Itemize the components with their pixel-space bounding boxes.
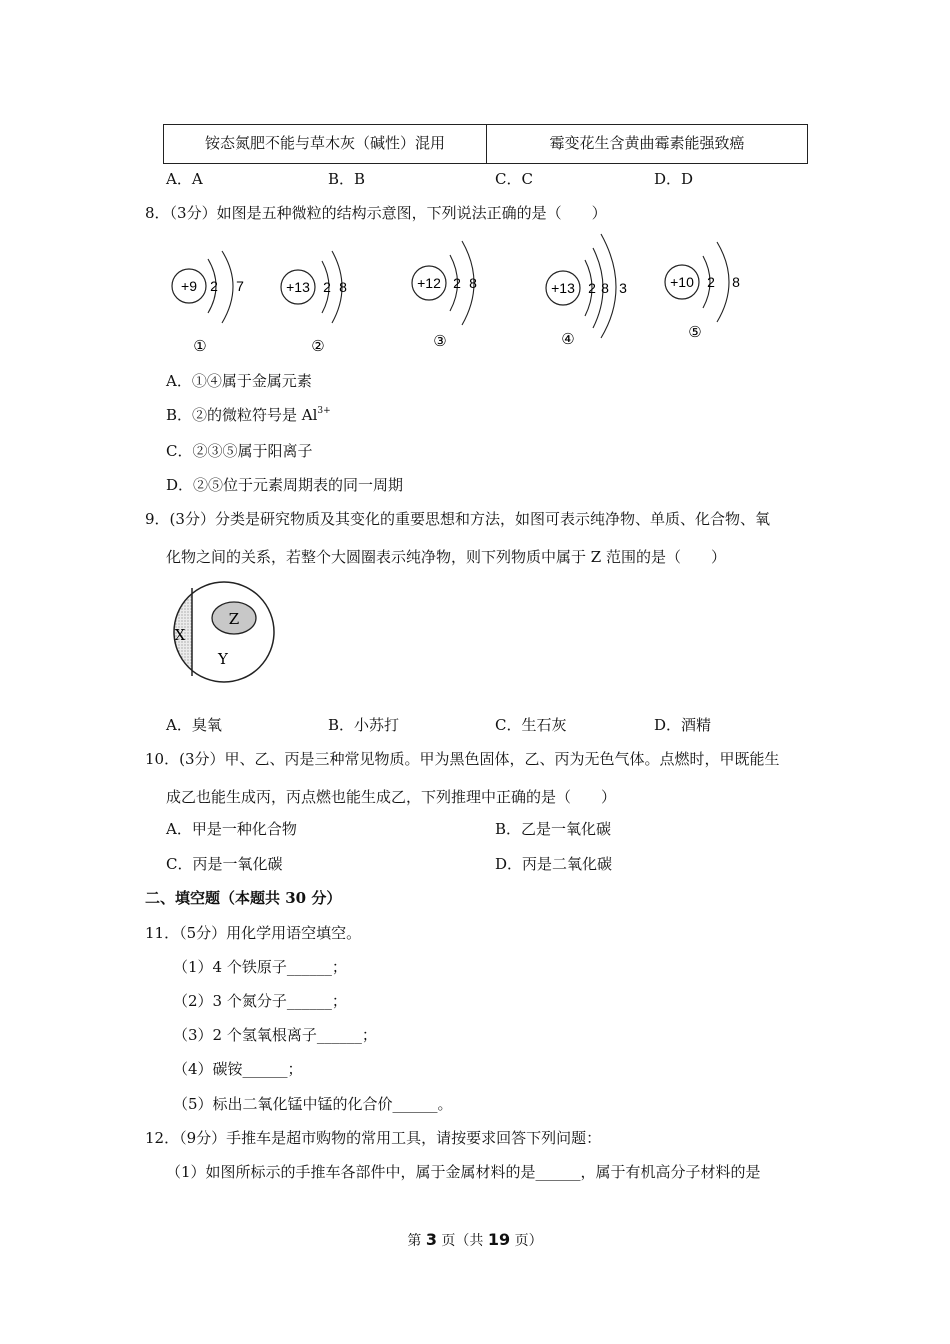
region-x-label: X <box>174 626 186 644</box>
q7-option-c: C．C <box>495 170 533 188</box>
page-number: 3 <box>425 1230 437 1249</box>
q11-item: （1）4 个铁原子______； <box>173 958 347 976</box>
shell-electrons: 2 <box>210 278 218 294</box>
svg-text:②: ② <box>311 337 325 355</box>
comparison-table-row <box>163 124 808 164</box>
q10-option-b: B．乙是一氧化碳 <box>495 820 612 838</box>
svg-text:+10: +10 <box>670 274 694 290</box>
q10-option-a: A．甲是一种化合物 <box>166 820 297 838</box>
table-cell-right: 霉变花生含黄曲霉素能强致癌 <box>549 134 745 152</box>
q7-option-b: B．B <box>328 170 366 188</box>
q11-stem: 11．（5分）用化学用语空填空。 <box>145 924 362 942</box>
svg-text:+12: +12 <box>417 275 441 291</box>
q9-stem-line2: 化物之间的关系，若整个大圆圈表示纯净物，则下列物质中属于 Z 范围的是（ ） <box>166 548 726 566</box>
q10-option-d: D．丙是二氧化碳 <box>495 855 613 873</box>
q11-item: （5）标出二氧化锰中锰的化合价______。 <box>173 1095 453 1113</box>
svg-text:④: ④ <box>561 330 575 348</box>
svg-text:8: 8 <box>601 280 609 296</box>
shell-electrons: 7 <box>236 278 244 294</box>
svg-text:8: 8 <box>339 279 347 295</box>
q12-stem: 12．（9分）手推车是超市购物的常用工具，请按要求回答下列问题： <box>145 1129 602 1147</box>
page-total: 19 <box>487 1230 511 1249</box>
q8-option-b: B．②的微粒符号是 $Al^{3+}$ <box>166 406 331 424</box>
svg-text:8: 8 <box>732 274 740 290</box>
region-z-label: Z <box>228 610 240 628</box>
q9-option-a: A．臭氧 <box>166 716 222 734</box>
svg-text:⑤: ⑤ <box>688 323 702 341</box>
svg-text:+13: +13 <box>551 280 575 296</box>
q12-item-1: （1）如图所标示的手推车各部件中，属于金属材料的是______，属于有机高分子材料的是 <box>166 1163 761 1181</box>
svg-text:2: 2 <box>588 280 596 296</box>
q11-item: （2）3 个氮分子______； <box>173 992 347 1010</box>
q9-option-d: D．酒精 <box>654 716 712 734</box>
q8-option-c: C．②③⑤属于阳离子 <box>166 442 313 460</box>
q9-option-b: B．小苏打 <box>328 716 400 734</box>
q11-item: （4）碳铵______； <box>173 1060 303 1078</box>
q8-option-d: D．②⑤位于元素周期表的同一周期 <box>166 476 404 494</box>
atom-diagram-3 <box>400 235 500 350</box>
nucleus-charge: +9 <box>181 278 197 294</box>
svg-text:2: 2 <box>323 279 331 295</box>
svg-text:2: 2 <box>707 274 715 290</box>
q8-stem: 8．（3分）如图是五种微粒的结构示意图，下列说法正确的是（ ） <box>145 204 607 222</box>
q9-option-c: C．生石灰 <box>495 716 567 734</box>
svg-text:3: 3 <box>619 280 627 296</box>
page-footer: 第 3 页（共 19 页） <box>407 1230 543 1249</box>
atom-label: ① <box>193 337 207 355</box>
svg-text:2: 2 <box>453 275 461 291</box>
atom-diagram-4 <box>535 230 645 350</box>
atom-diagram-2 <box>270 245 370 355</box>
q7-option-d: D．D <box>654 170 694 188</box>
q10-stem-line2: 成乙也能生成丙，丙点燃也能生成乙，下列推理中正确的是（ ） <box>166 788 617 806</box>
svg-text:+13: +13 <box>286 279 310 295</box>
q7-option-a: A．A <box>166 170 203 188</box>
section-heading: 二、填空题（本题共 30 分） <box>145 889 342 907</box>
atom-diagram-5 <box>655 238 755 343</box>
svg-text:③: ③ <box>433 332 447 350</box>
region-y-label: Y <box>218 650 228 668</box>
table-cell-left: 铵态氮肥不能与草木灰（碱性）混用 <box>164 125 487 163</box>
q10-option-c: C．丙是一氧化碳 <box>166 855 283 873</box>
q10-stem-line1: 10．(3分）甲、乙、丙是三种常见物质。甲为黑色固体，乙、丙为无色气体。点燃时，甲既能生 <box>145 750 780 768</box>
q8-option-a: A．①④属于金属元素 <box>166 372 312 390</box>
q11-item: （3）2 个氢氧根离子______； <box>173 1026 377 1044</box>
classification-venn-diagram <box>166 578 282 688</box>
svg-text:8: 8 <box>469 275 477 291</box>
q9-stem-line1: 9．(3分）分类是研究物质及其变化的重要思想和方法，如图可表示纯净物、单质、化合物、氧 <box>145 510 770 528</box>
atom-diagram-1 <box>160 245 260 355</box>
